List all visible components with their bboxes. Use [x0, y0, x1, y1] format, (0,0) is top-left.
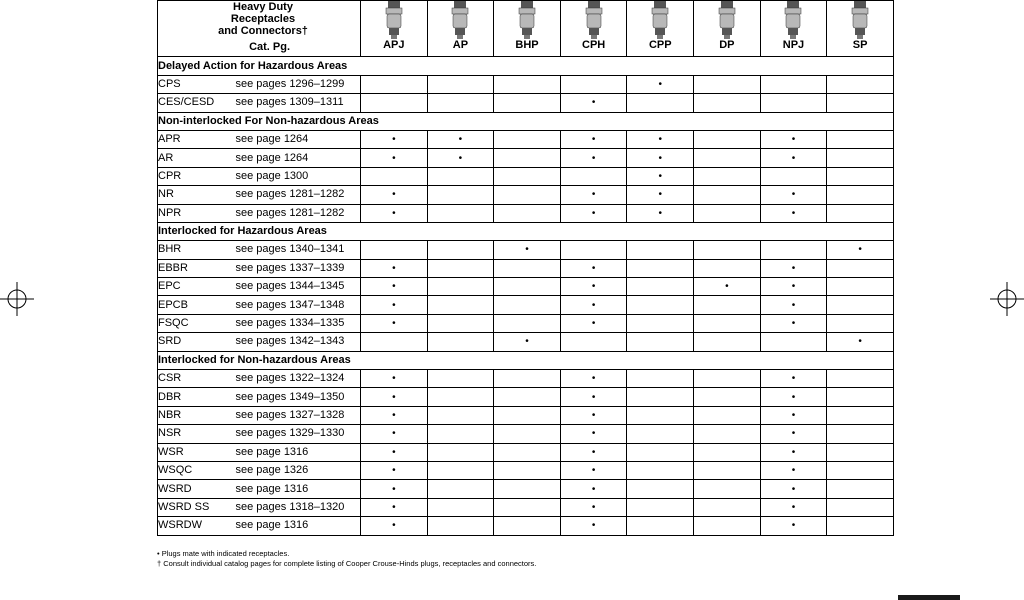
table-row	[158, 461, 894, 479]
empty-cell	[494, 130, 561, 148]
empty-cell	[627, 388, 694, 406]
plug-image-cell	[427, 1, 494, 40]
compatibility-dot: •	[361, 186, 428, 204]
plug-image-cell	[560, 1, 627, 40]
empty-cell	[494, 149, 561, 167]
section-header-row	[158, 112, 894, 130]
empty-cell	[760, 167, 827, 185]
compatibility-dot: •	[760, 296, 827, 314]
compatibility-dot: •	[560, 388, 627, 406]
compatibility-dot: •	[760, 259, 827, 277]
empty-cell	[427, 75, 494, 93]
table-row	[158, 498, 894, 516]
empty-cell	[694, 296, 761, 314]
compatibility-dot: •	[760, 425, 827, 443]
empty-cell	[494, 75, 561, 93]
receptacle-name: NBR	[158, 406, 236, 424]
catalog-page-ref: see pages 1334–1335	[236, 314, 361, 332]
receptacle-name: BHR	[158, 241, 236, 259]
empty-cell	[361, 241, 428, 259]
receptacle-name: FSQC	[158, 314, 236, 332]
compatibility-dot: •	[560, 94, 627, 112]
empty-cell	[694, 370, 761, 388]
plug-code-apj: APJ	[361, 39, 428, 57]
empty-cell	[760, 75, 827, 93]
empty-cell	[427, 204, 494, 222]
table-title	[158, 1, 361, 40]
empty-cell	[694, 149, 761, 167]
table-header	[158, 1, 894, 57]
empty-cell	[694, 461, 761, 479]
table-row	[158, 517, 894, 535]
table-row	[158, 75, 894, 93]
cph-plug-icon	[577, 1, 611, 39]
empty-cell	[627, 517, 694, 535]
compatibility-dot: •	[560, 204, 627, 222]
compatibility-dot: •	[560, 130, 627, 148]
empty-cell	[827, 94, 894, 112]
empty-cell	[494, 388, 561, 406]
table-title-line: Receptacles	[230, 13, 296, 25]
empty-cell	[494, 480, 561, 498]
catalog-page-ref: see page 1264	[236, 149, 361, 167]
compatibility-dot: •	[560, 149, 627, 167]
catalog-page-ref: see page 1316	[236, 443, 361, 461]
compatibility-dot: •	[560, 278, 627, 296]
empty-cell	[827, 186, 894, 204]
catalog-page-ref: see pages 1340–1341	[236, 241, 361, 259]
compatibility-dot: •	[560, 186, 627, 204]
compatibility-dot: •	[760, 149, 827, 167]
catalog-page-ref: see pages 1281–1282	[236, 204, 361, 222]
table-row	[158, 241, 894, 259]
plug-code-cpp: CPP	[627, 39, 694, 57]
ap-plug-icon	[443, 1, 477, 39]
compatibility-dot: •	[560, 517, 627, 535]
catalog-page-ref: see page 1316	[236, 517, 361, 535]
empty-cell	[494, 406, 561, 424]
catalog-page-ref: see pages 1342–1343	[236, 333, 361, 351]
compatibility-dot: •	[427, 130, 494, 148]
empty-cell	[627, 498, 694, 516]
catalog-page-ref: see pages 1309–1311	[236, 94, 361, 112]
catalog-page-ref: see pages 1349–1350	[236, 388, 361, 406]
empty-cell	[494, 259, 561, 277]
empty-cell	[494, 443, 561, 461]
receptacle-name: DBR	[158, 388, 236, 406]
table-row	[158, 149, 894, 167]
empty-cell	[627, 314, 694, 332]
compatibility-dot: •	[494, 333, 561, 351]
receptacle-name: WSRDW	[158, 517, 236, 535]
empty-cell	[694, 517, 761, 535]
section-title: Delayed Action for Hazardous Areas	[158, 57, 894, 75]
empty-cell	[694, 480, 761, 498]
receptacle-name: CPS	[158, 75, 236, 93]
dp-plug-icon	[710, 1, 744, 39]
compatibility-dot: •	[627, 204, 694, 222]
receptacle-name: NSR	[158, 425, 236, 443]
empty-cell	[627, 94, 694, 112]
compatibility-dot: •	[560, 425, 627, 443]
compatibility-dot: •	[760, 388, 827, 406]
table-row	[158, 130, 894, 148]
empty-cell	[827, 278, 894, 296]
empty-cell	[760, 241, 827, 259]
compatibility-dot: •	[560, 314, 627, 332]
compatibility-dot: •	[694, 278, 761, 296]
empty-cell	[494, 498, 561, 516]
empty-cell	[427, 167, 494, 185]
compatibility-dot: •	[361, 370, 428, 388]
empty-cell	[827, 296, 894, 314]
empty-cell	[427, 425, 494, 443]
compatibility-dot: •	[827, 241, 894, 259]
compatibility-dot: •	[361, 443, 428, 461]
catalog-page-ref: see pages 1327–1328	[236, 406, 361, 424]
compatibility-dot: •	[760, 370, 827, 388]
empty-cell	[427, 498, 494, 516]
catalog-page-ref: see pages 1318–1320	[236, 498, 361, 516]
compatibility-dot: •	[760, 517, 827, 535]
table-row	[158, 296, 894, 314]
plug-code-bhp: BHP	[494, 39, 561, 57]
empty-cell	[694, 259, 761, 277]
receptacle-name: EPCB	[158, 296, 236, 314]
table-row	[158, 443, 894, 461]
receptacle-name: NPR	[158, 204, 236, 222]
empty-cell	[627, 406, 694, 424]
section-title: Non-interlocked For Non-hazardous Areas	[158, 112, 894, 130]
catalog-page-ref: see pages 1296–1299	[236, 75, 361, 93]
compatibility-dot: •	[560, 259, 627, 277]
compatibility-dot: •	[560, 480, 627, 498]
empty-cell	[827, 204, 894, 222]
catalog-page-ref: see pages 1322–1324	[236, 370, 361, 388]
table-row	[158, 370, 894, 388]
empty-cell	[827, 498, 894, 516]
compatibility-dot: •	[560, 498, 627, 516]
receptacle-name: EPC	[158, 278, 236, 296]
empty-cell	[427, 296, 494, 314]
compatibility-dot: •	[560, 406, 627, 424]
empty-cell	[627, 333, 694, 351]
empty-cell	[827, 517, 894, 535]
compatibility-dot: •	[361, 388, 428, 406]
table-row	[158, 480, 894, 498]
compatibility-dot: •	[560, 461, 627, 479]
table-row	[158, 204, 894, 222]
empty-cell	[361, 94, 428, 112]
catalog-page-ref: see page 1264	[236, 130, 361, 148]
empty-cell	[427, 443, 494, 461]
compatibility-dot: •	[760, 186, 827, 204]
apj-plug-icon	[377, 1, 411, 39]
empty-cell	[427, 186, 494, 204]
empty-cell	[694, 443, 761, 461]
empty-cell	[827, 461, 894, 479]
catalog-page-ref: see pages 1337–1339	[236, 259, 361, 277]
compatibility-dot: •	[760, 130, 827, 148]
receptacle-name: WSRD	[158, 480, 236, 498]
page-corner-bar	[898, 595, 960, 600]
empty-cell	[494, 461, 561, 479]
receptacle-name: SRD	[158, 333, 236, 351]
cpp-plug-icon	[643, 1, 677, 39]
compatibility-dot: •	[627, 149, 694, 167]
table-title-line: and Connectors†	[218, 25, 308, 37]
empty-cell	[494, 94, 561, 112]
compatibility-dot: •	[361, 406, 428, 424]
compatibility-dot: •	[627, 167, 694, 185]
section-header-row	[158, 351, 894, 369]
compatibility-dot: •	[760, 480, 827, 498]
empty-cell	[694, 241, 761, 259]
empty-cell	[494, 517, 561, 535]
compatibility-dot: •	[760, 443, 827, 461]
empty-cell	[427, 480, 494, 498]
compatibility-dot: •	[560, 296, 627, 314]
empty-cell	[694, 498, 761, 516]
footnote-plugs-mate: • Plugs mate with indicated receptacles.	[157, 549, 290, 558]
table-row	[158, 186, 894, 204]
catalog-page-ref: see page 1316	[236, 480, 361, 498]
compatibility-dot: •	[361, 498, 428, 516]
empty-cell	[694, 388, 761, 406]
empty-cell	[827, 259, 894, 277]
table-row	[158, 259, 894, 277]
empty-cell	[494, 314, 561, 332]
empty-cell	[827, 406, 894, 424]
empty-cell	[494, 425, 561, 443]
npj-plug-icon	[776, 1, 810, 39]
empty-cell	[627, 425, 694, 443]
empty-cell	[627, 241, 694, 259]
compatibility-dot: •	[760, 314, 827, 332]
empty-cell	[694, 333, 761, 351]
empty-cell	[560, 75, 627, 93]
compatibility-dot: •	[760, 406, 827, 424]
table-row	[158, 333, 894, 351]
empty-cell	[694, 425, 761, 443]
empty-cell	[827, 370, 894, 388]
catalog-page-ref: see page 1300	[236, 167, 361, 185]
compatibility-dot: •	[361, 480, 428, 498]
empty-cell	[694, 75, 761, 93]
registration-mark-icon	[0, 282, 34, 316]
compatibility-dot: •	[361, 278, 428, 296]
receptacle-name: WSQC	[158, 461, 236, 479]
catalog-page-ref: see pages 1347–1348	[236, 296, 361, 314]
table-row	[158, 94, 894, 112]
empty-cell	[694, 186, 761, 204]
catalog-page-ref: see pages 1329–1330	[236, 425, 361, 443]
compatibility-dot: •	[361, 204, 428, 222]
empty-cell	[694, 204, 761, 222]
catalog-page-ref: see page 1326	[236, 461, 361, 479]
empty-cell	[827, 388, 894, 406]
compatibility-dot: •	[427, 149, 494, 167]
empty-cell	[427, 241, 494, 259]
compatibility-dot: •	[560, 443, 627, 461]
compatibility-dot: •	[760, 461, 827, 479]
compatibility-dot: •	[361, 425, 428, 443]
empty-cell	[560, 167, 627, 185]
receptacle-name: CPR	[158, 167, 236, 185]
footnote-consult-catalog: † Consult individual catalog pages for complete listing of Cooper Crouse-Hinds plugs, receptacles and connectors.	[157, 559, 537, 568]
empty-cell	[427, 517, 494, 535]
receptacle-name: APR	[158, 130, 236, 148]
compatibility-table	[157, 0, 894, 536]
empty-cell	[827, 167, 894, 185]
empty-cell	[560, 333, 627, 351]
empty-cell	[427, 278, 494, 296]
empty-cell	[494, 278, 561, 296]
receptacle-name: CSR	[158, 370, 236, 388]
empty-cell	[827, 443, 894, 461]
empty-cell	[694, 314, 761, 332]
section-header-row	[158, 222, 894, 240]
table-row	[158, 388, 894, 406]
catalog-page-ref: see pages 1281–1282	[236, 186, 361, 204]
compatibility-dot: •	[361, 130, 428, 148]
compatibility-dot: •	[627, 130, 694, 148]
table-row	[158, 314, 894, 332]
plug-code-cph: CPH	[560, 39, 627, 57]
receptacle-name: NR	[158, 186, 236, 204]
empty-cell	[627, 443, 694, 461]
plug-image-cell	[760, 1, 827, 40]
plug-image-cell	[627, 1, 694, 40]
plug-image-cell	[494, 1, 561, 40]
empty-cell	[627, 296, 694, 314]
empty-cell	[427, 333, 494, 351]
empty-cell	[361, 167, 428, 185]
plug-code-dp: DP	[694, 39, 761, 57]
section-title: Interlocked for Non-hazardous Areas	[158, 351, 894, 369]
empty-cell	[361, 333, 428, 351]
empty-cell	[694, 406, 761, 424]
empty-cell	[827, 480, 894, 498]
receptacle-name: EBBR	[158, 259, 236, 277]
plug-code-ap: AP	[427, 39, 494, 57]
plug-image-cell	[694, 1, 761, 40]
section-title: Interlocked for Hazardous Areas	[158, 222, 894, 240]
compatibility-dot: •	[361, 314, 428, 332]
compatibility-dot: •	[361, 259, 428, 277]
registration-mark-icon	[990, 282, 1024, 316]
empty-cell	[760, 333, 827, 351]
plug-image-cell	[361, 1, 428, 40]
empty-cell	[427, 388, 494, 406]
table-row	[158, 406, 894, 424]
sp-plug-icon	[843, 1, 877, 39]
compatibility-dot: •	[361, 296, 428, 314]
empty-cell	[627, 370, 694, 388]
table-title-line: Heavy Duty	[233, 1, 293, 13]
empty-cell	[427, 370, 494, 388]
receptacle-name: AR	[158, 149, 236, 167]
bhp-plug-icon	[510, 1, 544, 39]
empty-cell	[427, 259, 494, 277]
table-body	[158, 57, 894, 535]
empty-cell	[361, 75, 428, 93]
empty-cell	[694, 167, 761, 185]
compatibility-dot: •	[827, 333, 894, 351]
table-row	[158, 167, 894, 185]
compatibility-dot: •	[560, 370, 627, 388]
empty-cell	[694, 130, 761, 148]
empty-cell	[494, 186, 561, 204]
cat-pg-label: Cat. Pg.	[158, 39, 361, 57]
empty-cell	[827, 425, 894, 443]
empty-cell	[427, 406, 494, 424]
empty-cell	[494, 167, 561, 185]
plug-code-npj: NPJ	[760, 39, 827, 57]
plug-code-sp: SP	[827, 39, 894, 57]
section-header-row	[158, 57, 894, 75]
empty-cell	[827, 314, 894, 332]
table-row	[158, 278, 894, 296]
compatibility-dot: •	[760, 204, 827, 222]
empty-cell	[560, 241, 627, 259]
empty-cell	[827, 75, 894, 93]
empty-cell	[827, 149, 894, 167]
empty-cell	[627, 461, 694, 479]
compatibility-dot: •	[494, 241, 561, 259]
empty-cell	[627, 480, 694, 498]
compatibility-dot: •	[361, 149, 428, 167]
compatibility-dot: •	[627, 75, 694, 93]
empty-cell	[694, 94, 761, 112]
empty-cell	[494, 204, 561, 222]
compatibility-dot: •	[361, 461, 428, 479]
compatibility-dot: •	[760, 498, 827, 516]
empty-cell	[760, 94, 827, 112]
empty-cell	[627, 259, 694, 277]
receptacle-name: WSR	[158, 443, 236, 461]
empty-cell	[427, 314, 494, 332]
empty-cell	[494, 296, 561, 314]
empty-cell	[427, 461, 494, 479]
compatibility-dot: •	[361, 517, 428, 535]
receptacle-name: CES/CESD	[158, 94, 236, 112]
catalog-page-ref: see pages 1344–1345	[236, 278, 361, 296]
receptacle-name: WSRD SS	[158, 498, 236, 516]
empty-cell	[494, 370, 561, 388]
plug-image-cell	[827, 1, 894, 40]
empty-cell	[627, 278, 694, 296]
empty-cell	[427, 94, 494, 112]
empty-cell	[827, 130, 894, 148]
table-row	[158, 425, 894, 443]
compatibility-dot: •	[760, 278, 827, 296]
compatibility-dot: •	[627, 186, 694, 204]
